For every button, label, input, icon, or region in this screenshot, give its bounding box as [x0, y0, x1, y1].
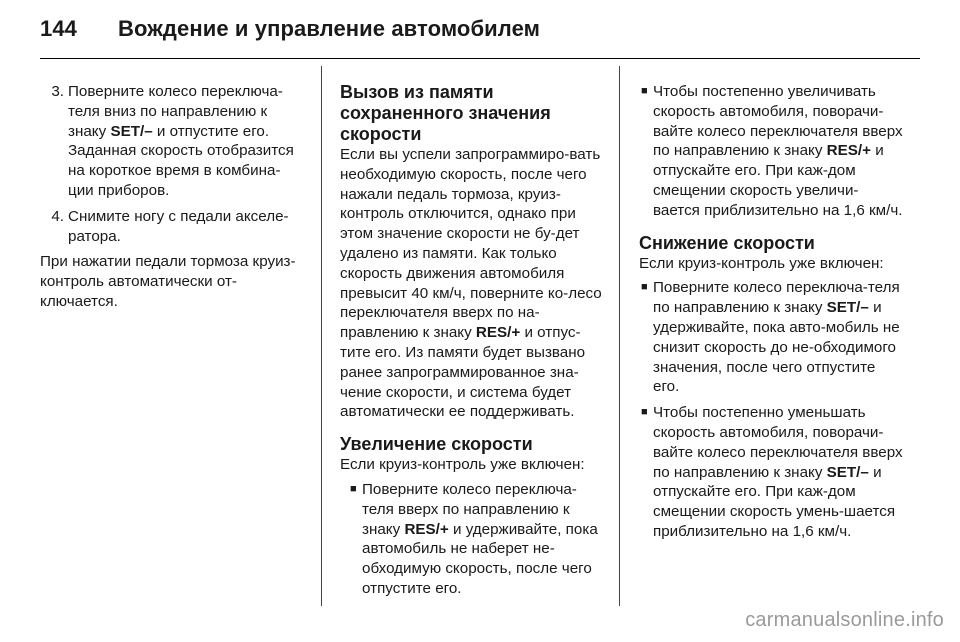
heading-decrease: Снижение скорости — [639, 232, 815, 253]
brake-note: При нажатии педали тормоза круиз-контроль автоматически от-ключается. — [40, 253, 296, 310]
watermark: carmanualsonline.info — [745, 609, 944, 631]
set-key-label: SET/– — [826, 299, 869, 317]
bullet-icon: ■ — [641, 85, 648, 97]
bullet-icon: ■ — [641, 281, 648, 294]
list-item-text: Чтобы постепенно уменьшать скорость автомобиля, поворачи-вайте колесо переключателя вверх по направлению к знаку SET/– и отпускайте его. При каж-дом смещении скорость умень-шается приблизительно на 1,6 км/ч. — [653, 404, 903, 540]
step-text: Поверните колесо переключа-теля вниз по направлению к знаку SET/– и отпустите его. Заданная скорость отобразится на короткое время в комбина-ции приборов. — [68, 83, 294, 199]
page-title: Вождение и управление автомобилем — [118, 16, 540, 41]
heading-increase: Увеличение скорости — [340, 434, 533, 455]
list-item — [639, 278, 905, 397]
recall-text: Если вы успели запрограммиро-вать необходимую скорость, после чего нажали педаль тормоза, круиз-контроль отключится, однако при этом значение скорости не бу-дет удалено из памяти. Как только скорость движения автомобиля превысит 40 км/ч, поверните ко-лесо переключателя вверх по на-правлению к знаку RES/+ и отпус-тите его. Из памяти будет вызвано ранее запрограммированное зна-чение скорости, и система будет автоматически ее поддерживать. — [340, 146, 602, 421]
step-4 — [40, 207, 302, 247]
step-number: 3. — [51, 83, 64, 100]
header-rule — [40, 58, 920, 59]
list-item-text: Поверните колесо переключа-теля вверх по направлению к знаку RES/+ и удерживайте, пока автомобиль не наберет не-обходимую скорость, после чего отпустите его. — [362, 480, 598, 597]
bullet-icon: ■ — [350, 482, 357, 495]
list-item — [639, 82, 905, 221]
set-key-label: SET/– — [826, 463, 869, 481]
decrease-list — [639, 278, 905, 541]
column-divider-left — [321, 66, 322, 606]
list-item — [348, 480, 606, 599]
step-number: 4. — [51, 207, 64, 225]
bullet-icon: ■ — [641, 406, 648, 419]
res-key-label: RES/+ — [475, 324, 521, 342]
page-number: 144 — [40, 16, 78, 41]
res-key-label: RES/+ — [826, 142, 871, 160]
res-key-label: RES/+ — [404, 520, 449, 538]
page-header — [40, 14, 540, 44]
column-2 — [340, 82, 606, 605]
increase-list — [340, 480, 606, 599]
decrease-intro: Если круиз-контроль уже включен: — [639, 254, 884, 272]
column-1 — [40, 82, 302, 320]
column-3 — [639, 82, 905, 548]
increase-intro: Если круиз-контроль уже включен: — [340, 456, 585, 474]
column-divider-right — [619, 66, 620, 606]
step-3 — [40, 82, 302, 201]
heading-recall: Вызов из памяти сохраненного значения скорости — [340, 82, 551, 144]
list-item-text: Чтобы постепенно увеличивать скорость автомобиля, поворачи-вайте колесо переключателя вверх по направлению к знаку RES/+ и отпускайте его. При каж-дом смещении скорость увеличи-вается приблизительно на 1,6 км/ч. — [653, 83, 903, 219]
set-key-label: SET/– — [110, 122, 153, 140]
list-item-text: Поверните колесо переключа-теля по направлению к знаку SET/– и удерживайте, пока авто-мобиль не снизит скорость до не-обходимого значения, после чего отпустите его. — [653, 279, 900, 396]
list-item — [639, 403, 905, 542]
step-text: Снимите ногу с педали акселе-ратора. — [68, 207, 289, 245]
